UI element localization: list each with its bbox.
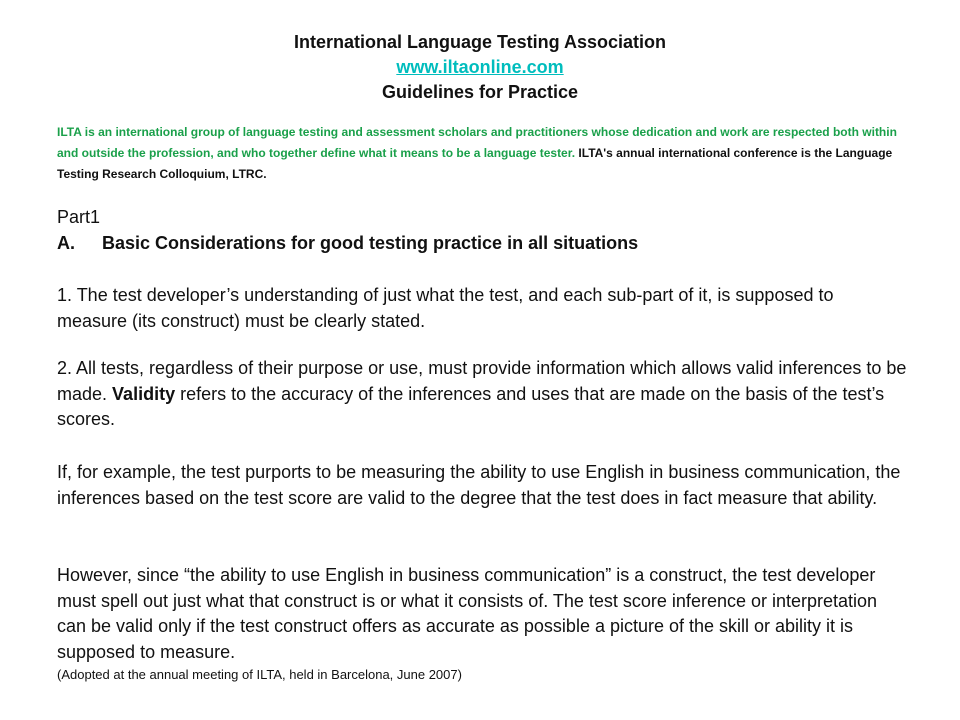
paragraph-3: If, for example, the test purports to be measuring the ability to use English in business communication, the inferences based on the test score are valid to the degree that the test does in fact measure that ability.: [57, 462, 901, 508]
intro-black-text: ILTA's annual international conference is the Language Testing Research Colloquium, LTRC.: [57, 146, 893, 181]
part-label: Part1: [57, 207, 101, 227]
footnote: (Adopted at the annual meeting of ILTA, held in Barcelona, June 2007): [57, 667, 462, 682]
section-a-marker: A.: [57, 233, 75, 253]
intro-green-text: ILTA is an international group of language testing and assessment scholars and practitioners whose dedication and work are respected both within and outside the profession, and who together define what it means to be a language tester.: [57, 125, 897, 160]
section-a-title: Basic Considerations for good testing practice in all situations: [102, 233, 639, 253]
page-title: International Language Testing Association: [293, 32, 667, 52]
section-a-heading: [57, 231, 907, 257]
paragraph-1: 1. The test developer’s understanding of just what the test, and each sub-part of it, is supposed to measure (its construct) must be clearly stated.: [57, 285, 834, 331]
paragraph-4: However, since “the ability to use English in business communication” is a construct, the test developer must spell out just what that construct is or what it consists of. The test score inference or interpretation can be valid only if the test construct offers as accurate as possible a picture of the skill or ability it is supposed to measure.: [57, 565, 878, 662]
url-line: [0, 57, 960, 78]
intro-paragraph: [57, 122, 897, 185]
website-link[interactable]: www.iltaonline.com: [396, 57, 564, 77]
paragraph-2-start: 2. All tests, regardless of their purpose or use, must provide information which allows valid inferences to be made.: [57, 358, 907, 404]
validity-term: Validity: [112, 383, 176, 404]
page-subtitle: Guidelines for Practice: [381, 82, 579, 102]
paragraph-2: [57, 356, 907, 433]
paragraph-2-end: refers to the accuracy of the inferences and uses that are made on the basis of the test’s scores.: [57, 383, 885, 429]
